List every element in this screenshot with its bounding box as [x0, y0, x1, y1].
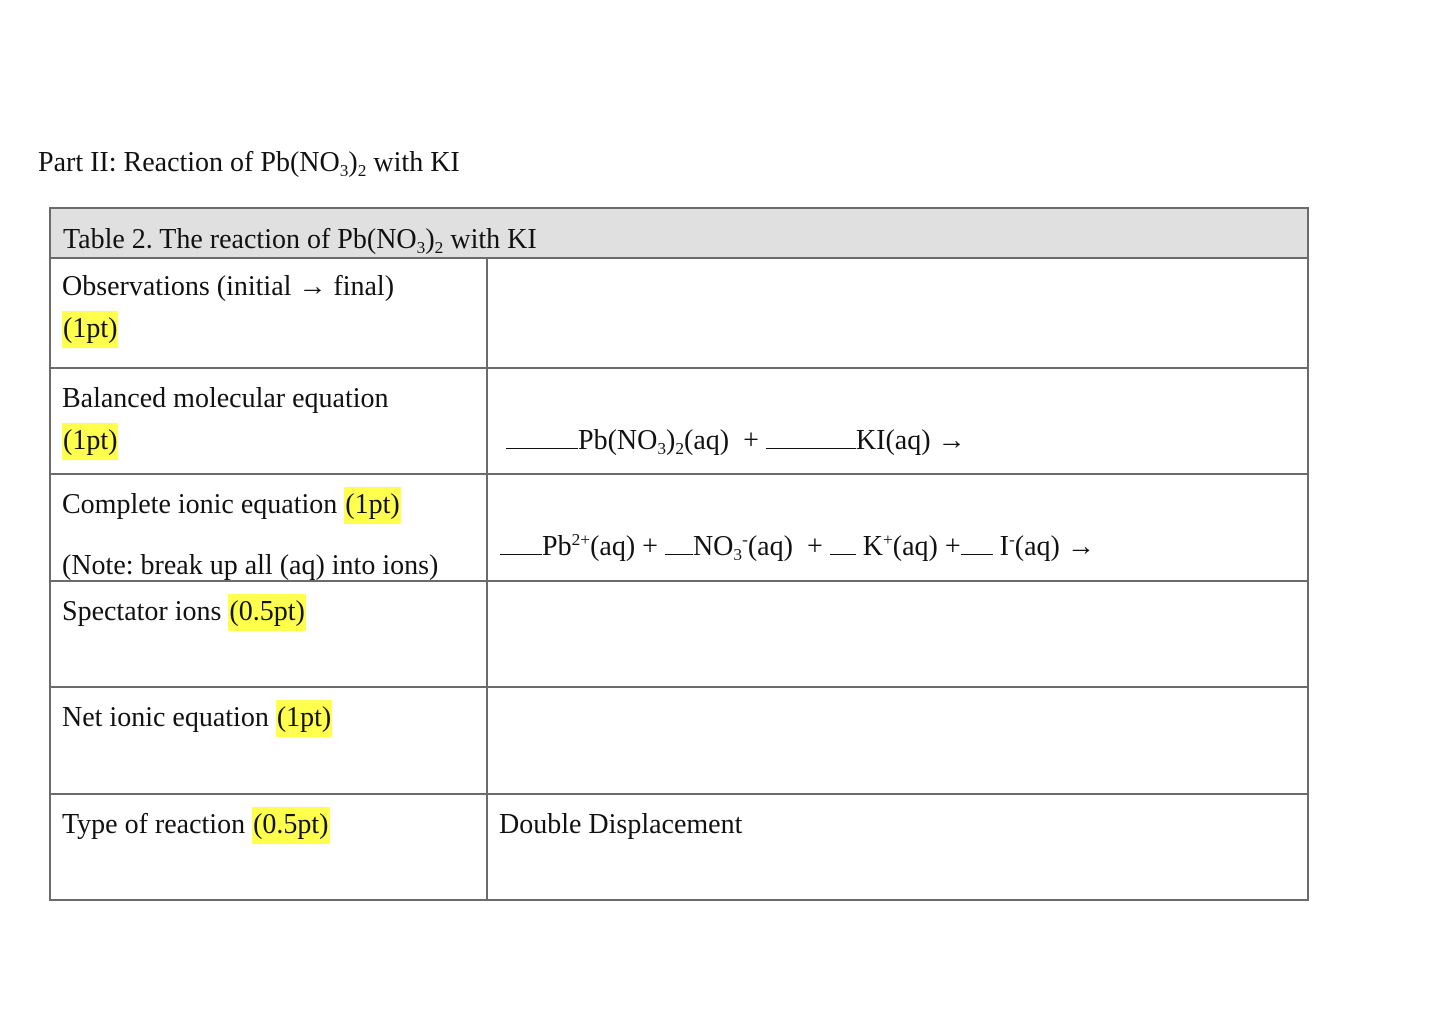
paren: ) — [666, 425, 676, 456]
state-aq: (aq) — [1014, 531, 1060, 562]
part-heading-paren: ) — [348, 147, 358, 178]
table-caption — [63, 222, 537, 258]
points-highlight: (1pt) — [344, 487, 400, 524]
complete-ionic-label-text: Complete ionic equation — [62, 489, 338, 520]
plus-sign: + — [944, 531, 961, 562]
complete-ionic-note: (Note: break up all (aq) into ions) — [62, 550, 439, 581]
row-divider — [51, 473, 1307, 475]
reaction-type-answer[interactable]: Double Displacement — [499, 809, 743, 840]
reaction-type-label — [62, 807, 330, 843]
subscript: 2 — [675, 438, 685, 458]
subscript: 3 — [657, 438, 667, 458]
table-caption-prefix: Table 2. The reaction of Pb(NO — [63, 224, 417, 255]
points-highlight: (1pt) — [62, 311, 118, 348]
molecular-equation-label: Balanced molecular equation — [62, 383, 389, 414]
coefficient-blank[interactable] — [830, 532, 856, 555]
coefficient-blank[interactable] — [766, 426, 856, 449]
part-heading-subscript-2: 2 — [357, 160, 367, 180]
molecular-equation-points — [62, 423, 118, 459]
row-divider — [51, 257, 1307, 259]
plus-sign: + — [806, 531, 823, 562]
row-divider — [51, 686, 1307, 688]
observations-points — [62, 311, 118, 347]
reactant-pb-no3: Pb(NO — [578, 425, 658, 456]
observations-answer-cell[interactable] — [500, 269, 1290, 357]
reaction-arrow: → — [937, 425, 966, 456]
points-highlight: (0.5pt) — [228, 594, 305, 631]
ion-no3: NO — [692, 531, 734, 562]
subscript: 3 — [733, 544, 743, 564]
ion-k: K — [862, 531, 883, 562]
coefficient-blank[interactable] — [961, 532, 993, 555]
reactant-ki: KI(aq) — [855, 425, 931, 456]
table-caption-subscript-2: 2 — [434, 237, 444, 257]
net-ionic-label — [62, 700, 332, 736]
table-caption-subscript-3: 3 — [416, 237, 426, 257]
spectator-ions-label-text: Spectator ions — [62, 596, 222, 627]
reaction-arrow: → — [1066, 531, 1095, 562]
molecular-equation — [506, 423, 966, 459]
row-divider — [51, 793, 1307, 795]
charge: + — [882, 530, 893, 550]
observations-label: Observations (initial → final) — [62, 271, 395, 302]
part-heading-prefix: Part II: Reaction of Pb(NO — [38, 147, 340, 178]
part-heading — [38, 144, 460, 182]
state-aq: (aq) — [684, 425, 730, 456]
plus-sign: + — [642, 531, 658, 562]
table-caption-suffix: with KI — [443, 224, 537, 255]
row-divider — [51, 367, 1307, 369]
net-ionic-answer-cell[interactable] — [500, 700, 1290, 784]
ion-i: I — [999, 531, 1009, 562]
reaction-table — [49, 207, 1309, 901]
coefficient-blank[interactable] — [665, 532, 693, 555]
charge: - — [742, 530, 748, 550]
plus-sign: + — [743, 425, 759, 456]
coefficient-blank[interactable] — [500, 532, 542, 555]
state-aq: (aq) — [892, 531, 938, 562]
state-aq: (aq) — [590, 531, 636, 562]
spectator-ions-answer-cell[interactable] — [500, 594, 1290, 678]
spectator-ions-label — [62, 594, 306, 630]
table-caption-paren: ) — [425, 224, 435, 255]
coefficient-blank[interactable] — [506, 426, 578, 449]
net-ionic-label-text: Net ionic equation — [62, 702, 269, 733]
points-highlight: (1pt) — [276, 700, 332, 737]
complete-ionic-label — [62, 487, 401, 523]
part-heading-subscript-3: 3 — [339, 160, 349, 180]
points-highlight: (0.5pt) — [252, 807, 329, 844]
charge: 2+ — [571, 530, 591, 550]
charge: - — [1008, 530, 1015, 550]
state-aq: (aq) — [747, 531, 793, 562]
reaction-type-label-text: Type of reaction — [62, 809, 246, 840]
points-highlight: (1pt) — [62, 423, 118, 460]
column-divider — [486, 257, 488, 899]
ion-pb: Pb — [542, 531, 572, 562]
table-caption-bar — [51, 209, 1307, 257]
part-heading-suffix: with KI — [366, 147, 460, 178]
complete-ionic-equation — [500, 529, 1095, 565]
